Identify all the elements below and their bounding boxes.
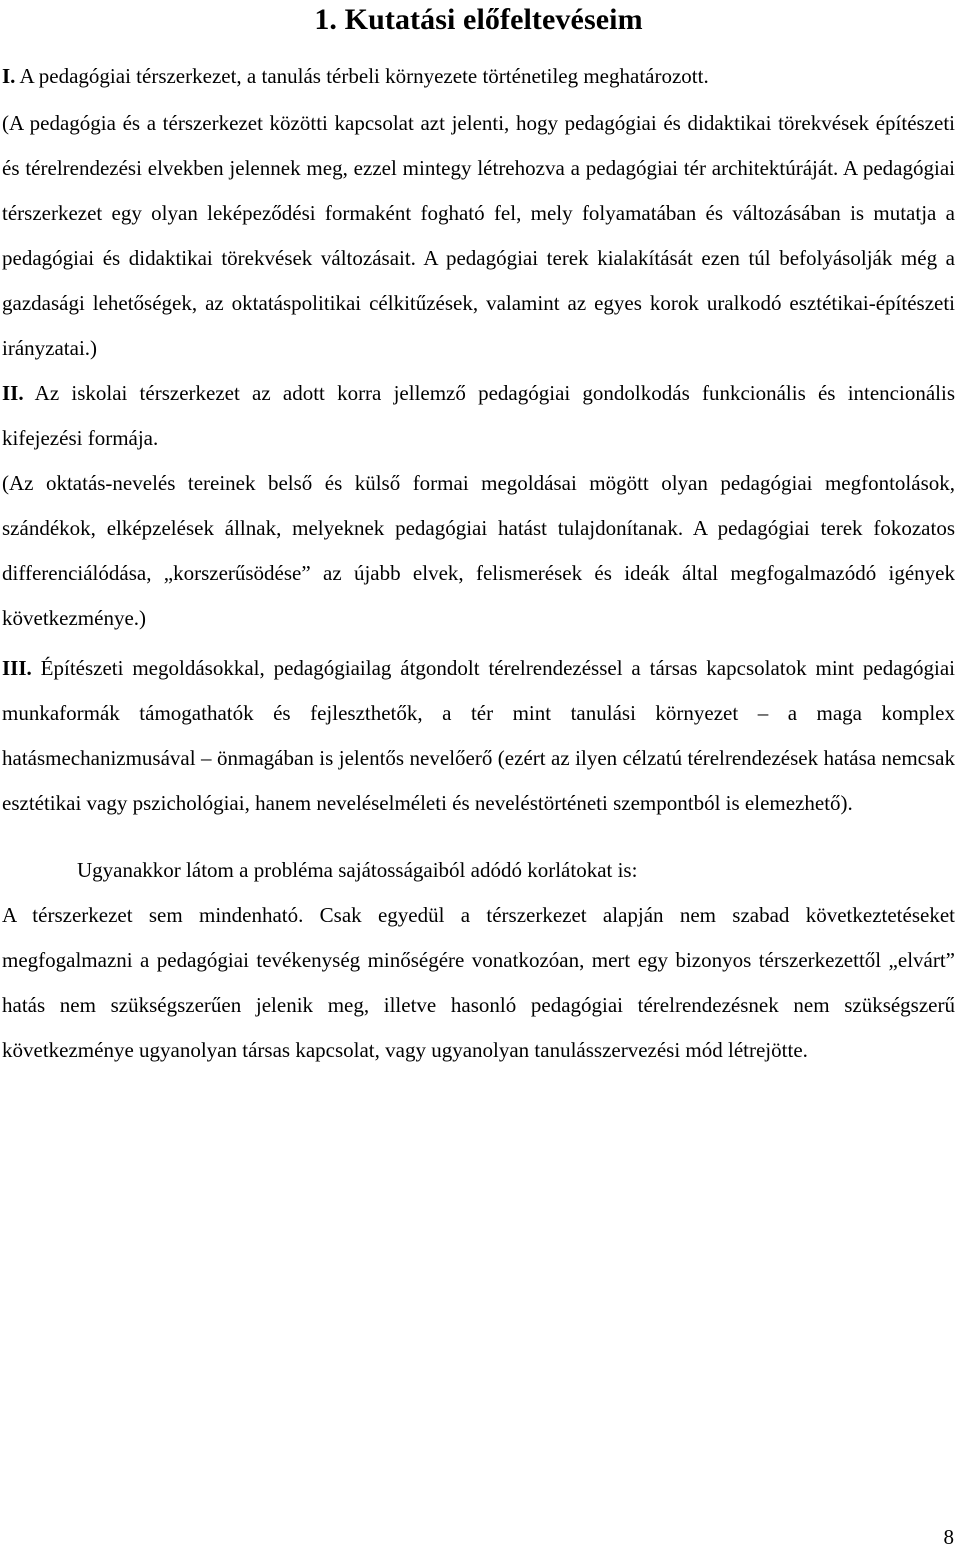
document-page	[2, 0, 955, 1073]
hypothesis-3-text: Építészeti megoldásokkal, pedagógiailag átgondolt térelrendezéssel a társas kapcsolatok mint pedagógiai munkaformák támogathatók és fejleszthetők, a tér mint tanulási környezet – a maga komplex hatásmechanizmusával – önmagában is jelentős nevelőerő (ezért az ilyen célzatú térelrendezések hatása nemcsak esztétikai vagy pszichológiai, hanem neveléselméleti és neveléstörténeti szempontból is elemezhető).	[2, 656, 955, 815]
hypothesis-1-label: I.	[2, 64, 16, 88]
hypothesis-2-heading-text: Az iskolai térszerkezet az adott korra jellemző pedagógiai gondolkodás funkcionális és intencionális kifejezési formája.	[2, 381, 955, 450]
page-number: 8	[943, 1525, 954, 1549]
hypothesis-1-heading-text: A pedagógiai térszerkezet, a tanulás térbeli környezete történetileg meghatározott.	[15, 64, 709, 88]
hypothesis-3-label: III.	[2, 656, 32, 680]
limitations-intro: Ugyanakkor látom a probléma sajátosságaiból adódó korlátokat is:	[77, 858, 638, 882]
limitations-body: A térszerkezet sem mindenható. Csak egyedül a térszerkezet alapján nem szabad következtetéseket megfogalmazni a pedagógiai tevékenység minőségére vonatkozóan, mert egy bizonyos térszerkezettől „elvárt” hatás nem szükségszerűen jelenik meg, illetve hasonló pedagógiai térelrendezésnek nem szükségszerű következménye ugyanolyan társas kapcsolat, vagy ugyanolyan tanulásszervezési mód létrejötte.	[2, 903, 955, 1062]
hypothesis-1-body: (A pedagógia és a térszerkezet közötti kapcsolat azt jelenti, hogy pedagógiai és didaktikai törekvések építészeti és térelrendezési elvekben jelennek meg, ezzel mintegy létrehozva a pedagógiai tér architektúráját. A pedagógiai térszerkezet egy olyan leképeződési formaként fogható fel, mely folyamatában és változásában is mutatja a pedagógiai és didaktikai törekvések változásait. A pedagógiai terek kialakítását ezen túl befolyásolják még a gazdasági lehetőségek, az oktatáspolitikai célkitűzések, valamint az egyes korok uralkodó esztétikai-építészeti irányzatai.)	[2, 111, 955, 360]
hypothesis-2-body: (Az oktatás-nevelés tereinek belső és külső formai megoldásai mögött olyan pedagógiai megfontolások, szándékok, elképzelések állnak, melyeknek pedagógiai hatást tulajdonítanak. A pedagógiai terek fokozatos differenciálódása, „korszerűsödése” az újabb elvek, felismerések és ideák által megfogalmazódó igények következménye.)	[2, 471, 955, 630]
hypothesis-3-paragraph	[2, 646, 955, 826]
chapter-title: 1. Kutatási előfeltevéseim	[314, 3, 643, 36]
hypothesis-2-heading	[2, 371, 955, 461]
hypothesis-1-heading	[2, 54, 955, 99]
hypothesis-2-label: II.	[2, 381, 24, 405]
